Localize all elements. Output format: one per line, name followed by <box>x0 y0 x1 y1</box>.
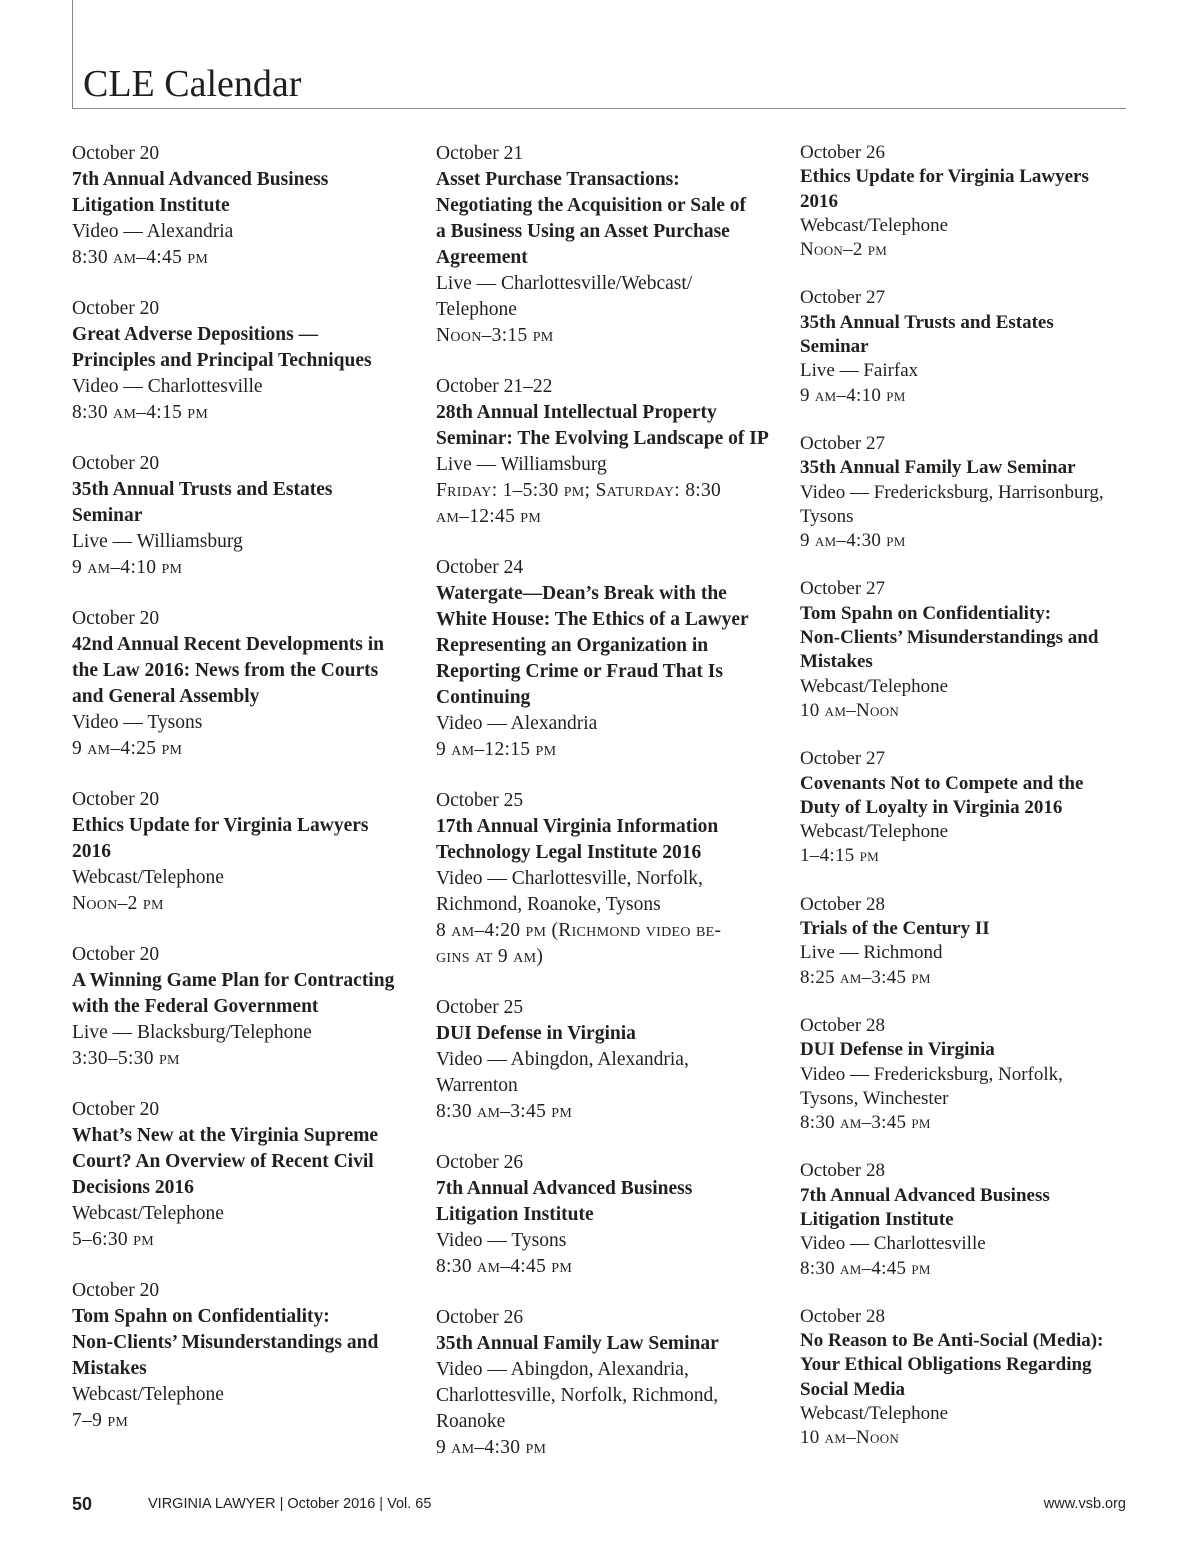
event-location-line: Live — Richmond <box>800 942 943 964</box>
event-title-line: Covenants Not to Compete and the <box>800 772 1084 794</box>
event-title-line: Seminar: The Evolving Landscape of IP <box>436 428 769 449</box>
event-title-line: 28th Annual Intellectual Property <box>436 402 717 423</box>
page-title: CLE Calendar <box>83 63 302 105</box>
event-date: October 20 <box>72 789 160 810</box>
event-location-line: Video — Tysons <box>72 712 203 733</box>
calendar-event <box>436 1305 776 1461</box>
calendar-event <box>800 893 1140 990</box>
event-location-line: Video — Abingdon, Alexandria, <box>436 1049 689 1070</box>
calendar-event <box>72 451 412 581</box>
calendar-event <box>800 432 1140 553</box>
event-title-line: Ethics Update for Virginia Lawyers <box>72 815 369 836</box>
event-location-line: Webcast/Telephone <box>72 867 224 888</box>
event-time-line: 10 am–Noon <box>800 699 900 721</box>
event-title-line: Duty of Loyalty in Virginia 2016 <box>800 796 1063 818</box>
event-location-line: Webcast/Telephone <box>72 1384 224 1405</box>
event-location-line: Video — Charlottesville, Norfolk, <box>436 868 703 889</box>
event-time-line: Noon–2 pm <box>72 893 164 914</box>
event-date: October 20 <box>72 143 160 164</box>
event-location-line: Video — Fredericksburg, Norfolk, <box>800 1063 1063 1085</box>
event-location-line: Webcast/Telephone <box>800 1403 949 1425</box>
event-title-line: 35th Annual Family Law Seminar <box>436 1333 719 1354</box>
event-time-line: 8:30 am–4:45 pm <box>72 247 209 268</box>
event-location-line: Video — Alexandria <box>72 221 234 242</box>
event-location-line: Webcast/Telephone <box>800 214 949 236</box>
event-time-line: 8:30 am–4:45 pm <box>436 1256 573 1277</box>
event-title-line: Your Ethical Obligations Regarding <box>800 1354 1092 1376</box>
event-location-line: Live — Williamsburg <box>72 531 243 552</box>
event-date: October 21 <box>436 143 524 164</box>
event-title-line: Mistakes <box>72 1358 147 1379</box>
event-time-line: 8:25 am–3:45 pm <box>800 966 931 988</box>
event-time-line: Friday: 1–5:30 pm; Saturday: 8:30 <box>436 480 722 501</box>
event-title-line: Technology Legal Institute 2016 <box>436 842 702 863</box>
calendar-event <box>436 788 776 970</box>
event-date: October 27 <box>800 287 885 309</box>
event-title-line: Representing an Organization in <box>436 635 709 656</box>
event-time-line: 5–6:30 pm <box>72 1229 154 1250</box>
event-time-line: 9 am–4:10 pm <box>800 384 906 406</box>
event-title-line: the Law 2016: News from the Courts <box>72 660 379 681</box>
event-date: October 28 <box>800 893 885 915</box>
event-date: October 24 <box>436 557 524 578</box>
event-date: October 20 <box>72 944 160 965</box>
event-title-line: Agreement <box>436 247 528 268</box>
event-date: October 20 <box>72 1099 160 1120</box>
event-location-line: Webcast/Telephone <box>800 675 949 697</box>
event-date: October 26 <box>800 142 885 163</box>
event-date: October 27 <box>800 432 885 454</box>
event-time-line: 9 am–4:25 pm <box>72 738 183 759</box>
event-title-line: 35th Annual Family Law Seminar <box>800 457 1076 479</box>
calendar-column-2 <box>436 141 776 1486</box>
event-location-line: Tysons <box>800 505 854 527</box>
event-date: October 20 <box>72 298 160 319</box>
event-time-line: Noon–3:15 pm <box>436 325 554 346</box>
event-title-line: Continuing <box>436 687 531 708</box>
event-title-line: What’s New at the Virginia Supreme <box>72 1125 379 1146</box>
event-title-line: Watergate—Dean’s Break with the <box>436 583 727 604</box>
event-title-line: Non-Clients’ Misunderstandings and <box>72 1332 379 1353</box>
event-title-line: No Reason to Be Anti-Social (Media): <box>800 1330 1104 1352</box>
event-title-line: a Business Using an Asset Purchase <box>436 221 730 242</box>
header-rule-horizontal <box>72 108 1126 109</box>
event-title-line: Litigation Institute <box>436 1204 594 1225</box>
event-time-line: 9 am–12:15 pm <box>436 739 557 760</box>
event-title-line: Litigation Institute <box>72 195 230 216</box>
event-title-line: Seminar <box>72 505 143 526</box>
event-title-line: Litigation Institute <box>800 1208 954 1230</box>
event-location-line: Video — Fredericksburg, Harrisonburg, <box>800 481 1104 503</box>
event-title-line: Decisions 2016 <box>72 1177 194 1198</box>
event-date: October 27 <box>800 748 885 770</box>
event-location-line: Roanoke <box>436 1411 506 1432</box>
calendar-event <box>800 577 1140 723</box>
calendar-event <box>436 995 776 1125</box>
event-title-line: 17th Annual Virginia Information <box>436 816 719 837</box>
event-location-line: Video — Charlottesville <box>72 376 263 397</box>
event-location-line: Video — Abingdon, Alexandria, <box>436 1359 689 1380</box>
event-title-line: 42nd Annual Recent Developments in <box>72 634 385 655</box>
event-date: October 28 <box>800 1014 885 1036</box>
calendar-event <box>800 1014 1140 1135</box>
event-title-line: White House: The Ethics of a Lawyer <box>436 609 749 630</box>
event-title-line: A Winning Game Plan for Contracting <box>72 970 395 991</box>
event-time-line: 10 am–Noon <box>800 1427 900 1449</box>
event-time-line: Noon–2 pm <box>800 239 888 261</box>
calendar-event <box>72 296 412 426</box>
event-title-line: Tom Spahn on Confidentiality: <box>800 602 1052 624</box>
event-date: October 25 <box>436 790 524 811</box>
calendar-event <box>72 1097 412 1253</box>
event-time-line: 8:30 am–3:45 pm <box>800 1112 931 1134</box>
event-time-line: 8:30 am–4:45 pm <box>800 1257 931 1279</box>
event-location-line: Webcast/Telephone <box>72 1203 224 1224</box>
event-title-line: DUI Defense in Virginia <box>800 1039 995 1061</box>
calendar-event <box>436 1150 776 1280</box>
event-title-line: Reporting Crime or Fraud That Is <box>436 661 723 682</box>
event-date: October 26 <box>436 1307 524 1328</box>
event-title-line: 35th Annual Trusts and Estates <box>72 479 333 500</box>
event-title-line: 7th Annual Advanced Business <box>436 1178 693 1199</box>
event-date: October 20 <box>72 1280 160 1301</box>
event-time-line: 8 am–4:20 pm (Richmond video be- <box>436 920 722 941</box>
event-location-line: Charlottesville, Norfolk, Richmond, <box>436 1385 719 1406</box>
event-date: October 28 <box>800 1305 885 1327</box>
calendar-event <box>436 555 776 763</box>
event-time-line: 7–9 pm <box>72 1410 129 1431</box>
calendar-event <box>72 141 412 271</box>
publication-info: VIRGINIA LAWYER | October 2016 | Vol. 65 <box>148 1496 432 1512</box>
website-link[interactable]: www.vsb.org <box>1043 1496 1126 1512</box>
event-title-line: 2016 <box>72 841 111 862</box>
event-title-line: 7th Annual Advanced Business <box>72 169 329 190</box>
event-time-line: 9 am–4:30 pm <box>436 1437 547 1458</box>
event-title-line: Great Adverse Depositions — <box>72 324 319 345</box>
calendar-event <box>72 787 412 917</box>
event-title-line: Negotiating the Acquisition or Sale of <box>436 195 747 216</box>
calendar-event <box>72 942 412 1072</box>
event-title-line: Trials of the Century II <box>800 918 990 940</box>
event-title-line: Asset Purchase Transactions: <box>436 169 680 190</box>
header-rule-vertical <box>72 0 73 108</box>
event-date: October 27 <box>800 578 885 600</box>
event-date: October 21–22 <box>436 376 553 397</box>
calendar-event <box>436 374 776 530</box>
calendar-event <box>800 286 1140 407</box>
event-date: October 20 <box>72 453 160 474</box>
event-time-line: 1–4:15 pm <box>800 845 880 867</box>
page-number: 50 <box>72 1494 93 1514</box>
event-title-line: Principles and Principal Techniques <box>72 350 372 371</box>
event-title-line: Seminar <box>800 336 869 358</box>
event-location-line: Live — Williamsburg <box>436 454 607 475</box>
page-footer <box>0 1494 1200 1518</box>
event-title-line: 35th Annual Trusts and Estates <box>800 311 1054 333</box>
event-title-line: and General Assembly <box>72 686 260 707</box>
event-title-line: 2016 <box>800 190 838 212</box>
event-location-line: Video — Alexandria <box>436 713 598 734</box>
event-location-line: Richmond, Roanoke, Tysons <box>436 894 661 915</box>
event-time-line: 9 am–4:10 pm <box>72 557 183 578</box>
event-title-line: Non-Clients’ Misunderstandings and <box>800 627 1099 649</box>
calendar-event <box>800 747 1140 868</box>
event-time-line: gins at 9 am) <box>436 946 544 967</box>
event-location-line: Live — Fairfax <box>800 360 919 382</box>
event-location-line: Live — Charlottesville/Webcast/ <box>436 273 693 294</box>
event-location-line: Video — Tysons <box>436 1230 567 1251</box>
calendar-event <box>72 1278 412 1434</box>
event-title-line: with the Federal Government <box>72 996 319 1017</box>
calendar-event <box>800 1159 1140 1280</box>
event-title-line: 7th Annual Advanced Business <box>800 1184 1050 1206</box>
event-location-line: Warrenton <box>436 1075 518 1096</box>
event-time-line: 8:30 am–4:15 pm <box>72 402 209 423</box>
calendar-event <box>800 141 1140 262</box>
event-date: October 20 <box>72 608 160 629</box>
event-time-line: am–12:45 pm <box>436 506 542 527</box>
event-date: October 26 <box>436 1152 524 1173</box>
calendar-event <box>72 606 412 762</box>
event-location-line: Video — Charlottesville <box>800 1233 986 1255</box>
event-title-line: Court? An Overview of Recent Civil <box>72 1151 374 1172</box>
event-title-line: Tom Spahn on Confidentiality: <box>72 1306 330 1327</box>
event-title-line: Ethics Update for Virginia Lawyers <box>800 166 1089 188</box>
calendar-event <box>800 1305 1140 1451</box>
event-title-line: DUI Defense in Virginia <box>436 1023 636 1044</box>
event-time-line: 3:30–5:30 pm <box>72 1048 180 1069</box>
calendar-column-1 <box>72 141 412 1459</box>
event-date: October 28 <box>800 1160 885 1182</box>
event-location-line: Telephone <box>436 299 517 320</box>
event-title-line: Mistakes <box>800 651 873 673</box>
event-location-line: Tysons, Winchester <box>800 1087 949 1109</box>
calendar-column-3 <box>800 141 1140 1475</box>
event-location-line: Live — Blacksburg/Telephone <box>72 1022 312 1043</box>
event-time-line: 9 am–4:30 pm <box>800 530 906 552</box>
calendar-event <box>436 141 776 349</box>
event-location-line: Webcast/Telephone <box>800 821 949 843</box>
event-title-line: Social Media <box>800 1378 906 1400</box>
event-date: October 25 <box>436 997 524 1018</box>
event-time-line: 8:30 am–3:45 pm <box>436 1101 573 1122</box>
